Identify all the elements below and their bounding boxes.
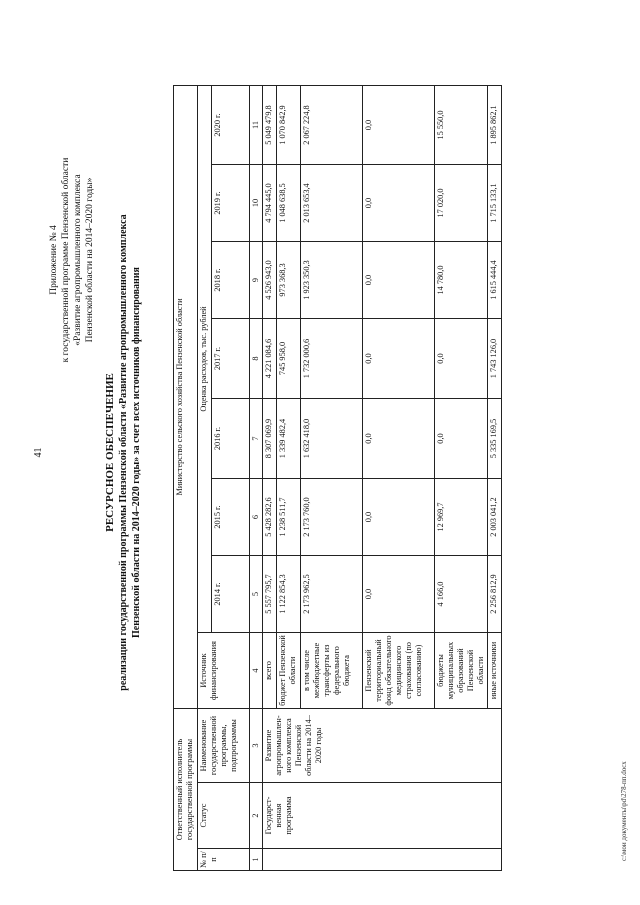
year-header: 2016 г. bbox=[212, 399, 250, 479]
value-cell: 12 969,7 bbox=[435, 479, 488, 556]
document-title bbox=[104, 0, 143, 905]
year-header: 2019 г. bbox=[212, 165, 250, 242]
value-cell: 1 122 854,3 bbox=[277, 556, 301, 633]
header-source: Источник финансирования bbox=[198, 633, 250, 709]
appendix-line: Пензенской области на 2014–2020 годы» bbox=[85, 177, 95, 343]
value-cell: 0,0 bbox=[363, 242, 435, 319]
index-cell: 10 bbox=[250, 165, 263, 242]
file-path-footer: c:\мои документы\pd\278-пп.docx bbox=[620, 761, 628, 861]
title-line: Пензенской области на 2014–2020 годы» за счет всех источников финансирования bbox=[131, 267, 142, 638]
source-cell: Пензенский территориальный фонд обязательного медицинского страхования (по согласованию) bbox=[363, 633, 435, 709]
value-cell: 2 173 962,5 bbox=[301, 556, 363, 633]
value-cell: 0,0 bbox=[363, 319, 435, 399]
index-cell: 3 bbox=[250, 709, 263, 783]
value-cell: 4 221 084,6 bbox=[263, 319, 277, 399]
value-cell: 1 732 000,6 bbox=[301, 319, 363, 399]
value-cell: 0,0 bbox=[363, 556, 435, 633]
appendix-line: Приложение № 4 bbox=[49, 225, 59, 295]
year-header: 2017 г. bbox=[212, 319, 250, 399]
year-header: 2020 г. bbox=[212, 86, 250, 165]
value-cell: 17 020,0 bbox=[435, 165, 488, 242]
value-cell: 1 743 126,0 bbox=[488, 319, 502, 399]
program-name: Развитие агропромышлен-ного комплекса Пензенской области на 2014–2020 годы bbox=[263, 709, 502, 783]
index-cell: 8 bbox=[250, 319, 263, 399]
source-cell: бюджеты муниципальных образований Пензенской области bbox=[435, 633, 488, 709]
value-cell: 5 557 795,7 bbox=[263, 556, 277, 633]
value-cell: 5 335 169,5 bbox=[488, 399, 502, 479]
index-cell: 7 bbox=[250, 399, 263, 479]
value-cell: 1 048 638,5 bbox=[277, 165, 301, 242]
value-cell: 0,0 bbox=[363, 399, 435, 479]
appendix-header bbox=[48, 60, 96, 460]
index-cell: 4 bbox=[250, 633, 263, 709]
value-cell: 14 780,0 bbox=[435, 242, 488, 319]
value-cell: 1 923 350,3 bbox=[301, 242, 363, 319]
value-cell: 2 003 041,2 bbox=[488, 479, 502, 556]
year-header: 2014 г. bbox=[212, 556, 250, 633]
title-line: РЕСУРСНОЕ ОБЕСПЕЧЕНИЕ bbox=[104, 373, 116, 532]
page-number: 41 bbox=[33, 447, 44, 458]
value-cell: 8 307 069,9 bbox=[263, 399, 277, 479]
year-header: 2018 г. bbox=[212, 242, 250, 319]
index-cell: 11 bbox=[250, 86, 263, 165]
value-cell: 5 049 479,8 bbox=[263, 86, 277, 165]
header-name: Наименование государственной программы, подпрограммы bbox=[198, 709, 250, 783]
value-cell: 2 067 224,8 bbox=[301, 86, 363, 165]
value-cell: 2 013 653,4 bbox=[301, 165, 363, 242]
value-cell: 1 895 862,1 bbox=[488, 86, 502, 165]
source-cell: бюджет Пензенской области bbox=[277, 633, 301, 709]
value-cell: 1 632 418,0 bbox=[301, 399, 363, 479]
value-cell: 0,0 bbox=[435, 319, 488, 399]
appendix-line: к государственной программе Пензенской области bbox=[61, 157, 71, 363]
index-cell: 5 bbox=[250, 556, 263, 633]
program-status: Государст-венная программа bbox=[263, 783, 502, 849]
header-status: Статус bbox=[198, 783, 250, 849]
value-cell: 1 339 482,4 bbox=[277, 399, 301, 479]
resource-table bbox=[173, 85, 502, 871]
source-cell: в том числе межбюджетные трансферты из федерального бюджета bbox=[301, 633, 363, 709]
value-cell: 0,0 bbox=[363, 86, 435, 165]
header-num: № п/п bbox=[198, 849, 250, 871]
value-cell: 0,0 bbox=[435, 399, 488, 479]
value-cell: 1 238 511,7 bbox=[277, 479, 301, 556]
value-cell: 1 715 133,1 bbox=[488, 165, 502, 242]
source-cell: всего bbox=[263, 633, 277, 709]
title-line: реализации государственной программы Пензенской области «Развитие агропромышленного комплекса bbox=[118, 214, 129, 691]
appendix-line: «Развитие агропромышленного комплекса bbox=[73, 174, 83, 346]
responsible-value: Министерство сельского хозяйства Пензенской области bbox=[174, 86, 198, 709]
source-cell: иные источники bbox=[488, 633, 502, 709]
index-cell: 6 bbox=[250, 479, 263, 556]
value-cell: 1 615 444,4 bbox=[488, 242, 502, 319]
responsible-label: Ответственный исполнитель государственной программы bbox=[174, 709, 198, 871]
value-cell: 5 428 282,6 bbox=[263, 479, 277, 556]
value-cell: 973 368,3 bbox=[277, 242, 301, 319]
value-cell: 0,0 bbox=[363, 479, 435, 556]
value-cell: 0,0 bbox=[363, 165, 435, 242]
value-cell: 1 070 842,9 bbox=[277, 86, 301, 165]
index-cell: 1 bbox=[250, 849, 263, 871]
index-cell: 2 bbox=[250, 783, 263, 849]
row-number bbox=[263, 849, 502, 871]
header-estimate: Оценка расходов, тыс. рублей bbox=[198, 86, 212, 633]
value-cell: 15 550,0 bbox=[435, 86, 488, 165]
value-cell: 4 166,0 bbox=[435, 556, 488, 633]
value-cell: 4 526 943,0 bbox=[263, 242, 277, 319]
year-header: 2015 г. bbox=[212, 479, 250, 556]
value-cell: 4 794 445,0 bbox=[263, 165, 277, 242]
value-cell: 745 958,0 bbox=[277, 319, 301, 399]
index-cell: 9 bbox=[250, 242, 263, 319]
value-cell: 2 173 760,0 bbox=[301, 479, 363, 556]
value-cell: 2 256 812,9 bbox=[488, 556, 502, 633]
